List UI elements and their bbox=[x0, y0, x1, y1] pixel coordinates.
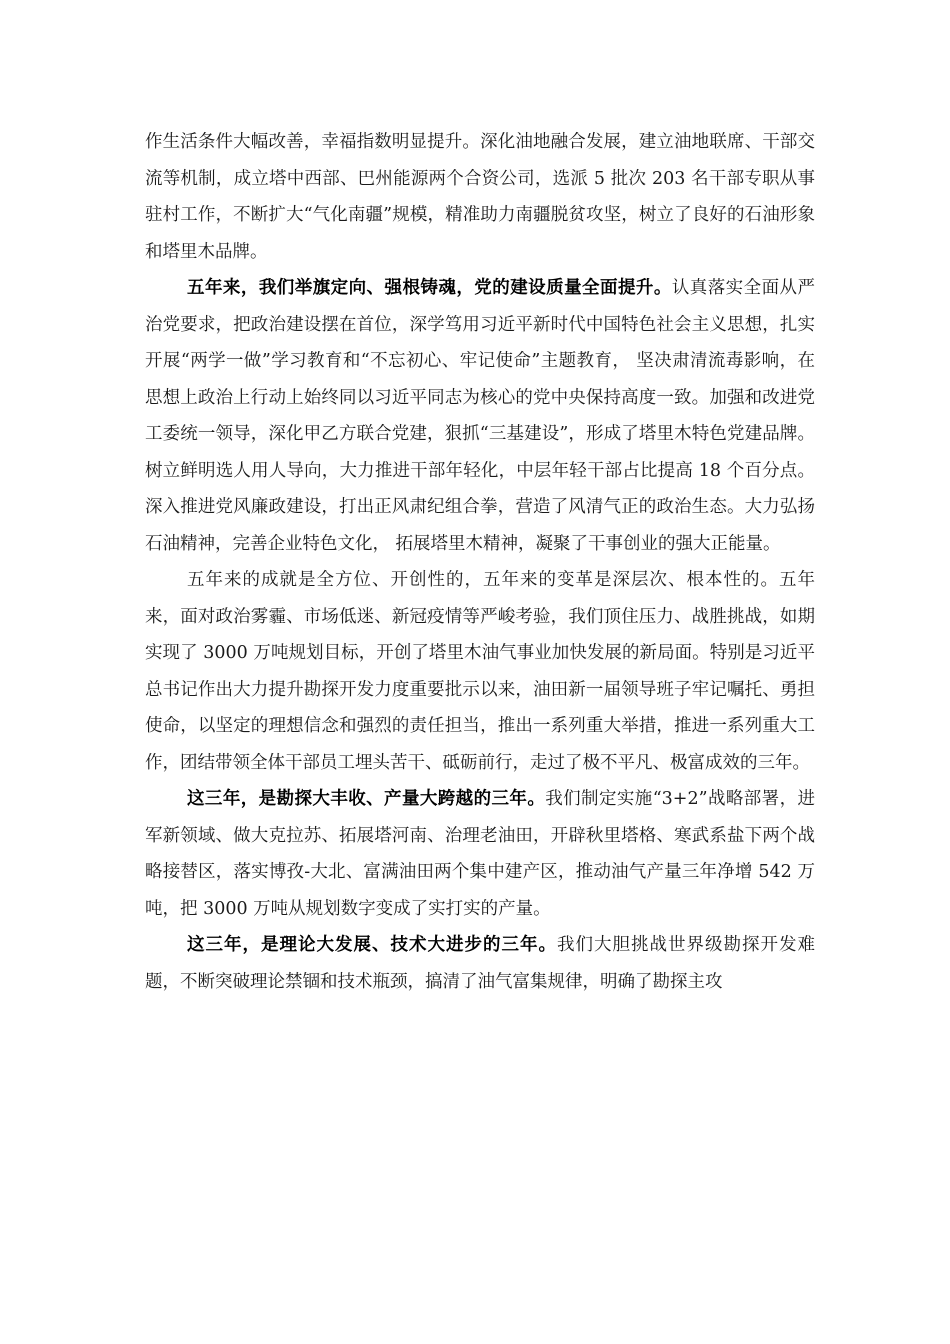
paragraph-3 bbox=[145, 562, 815, 781]
paragraph-2-lead: 五年来，我们举旗定向、强根铸魂，党的建设质量全面提升。 bbox=[187, 278, 672, 298]
paragraph-5 bbox=[145, 927, 815, 1000]
paragraph-2 bbox=[145, 270, 815, 562]
paragraph-4 bbox=[145, 781, 815, 927]
paragraph-4-lead: 这三年，是勘探大丰收、产量大跨越的三年。 bbox=[187, 789, 546, 809]
paragraph-1 bbox=[145, 124, 815, 270]
paragraph-5-text: 我们大胆挑战世界级勘探开发难题，不断突破理论禁锢和技术瓶颈，搞清了油气富集规律，明确了勘探主攻 bbox=[145, 935, 815, 992]
paragraph-2-text: 认真落实全面从严治党要求，把政治建设摆在首位，深学笃用习近平新时代中国特色社会主义思想，扎实开展“两学一做”学习教育和“不忘初心、牢记使命”主题教育， 坚决肃清流毒影响，在思想上政治上行动上始终同以习近平同志为核心的党中央保持高度一致。加强和改进党工委统一领导，深化甲乙方联合党建，狠抓“三基建设”，形成了塔里木特色党建品牌。树立鲜明选人用人导向，大力推进干部年轻化，中层年轻干部占比提高 18 个百分点。深入推进党风廉政建设，打出正风肃纪组合拳，营造了风清气正的政治生态。大力弘扬石油精神，完善企业特色文化， 拓展塔里木精神，凝聚了干事创业的强大正能量。 bbox=[145, 278, 816, 554]
paragraph-1-text: 作生活条件大幅改善，幸福指数明显提升。深化油地融合发展，建立油地联席、干部交流等机制，成立塔中西部、巴州能源两个合资公司，选派 5 批次 203 名干部专职从事驻村工作，不断扩大“气化南疆”规模，精准助力南疆脱贫攻坚，树立了良好的石油形象和塔里木品牌。 bbox=[145, 132, 815, 262]
paragraph-3-text: 五年来的成就是全方位、开创性的，五年来的变革是深层次、根本性的。五年来，面对政治雾霾、市场低迷、新冠疫情等严峻考验，我们顶住压力、战胜挑战，如期实现了 3000 万吨规划目标，开创了塔里木油气事业加快发展的新局面。特别是习近平总书记作出大力提升勘探开发力度重要批示以来，油田新一届领导班子牢记嘱托、勇担使命，以坚定的理想信念和强烈的责任担当，推出一系列重大举措，推进一系列重大工作，团结带领全体干部员工埋头苦干、砥砺前行，走过了极不平凡、极富成效的三年。 bbox=[145, 570, 815, 773]
paragraph-4-text: 我们制定实施“3+2”战略部署，进军新领域、做大克拉苏、拓展塔河南、治理老油田，开辟秋里塔格、寒武系盐下两个战略接替区，落实博孜-大北、富满油田两个集中建产区，推动油气产量三年净增 542 万吨，把 3000 万吨从规划数字变成了实打实的产量。 bbox=[145, 789, 815, 919]
paragraph-5-lead: 这三年，是理论大发展、技术大进步的三年。 bbox=[187, 935, 557, 955]
document-body bbox=[145, 124, 815, 1000]
